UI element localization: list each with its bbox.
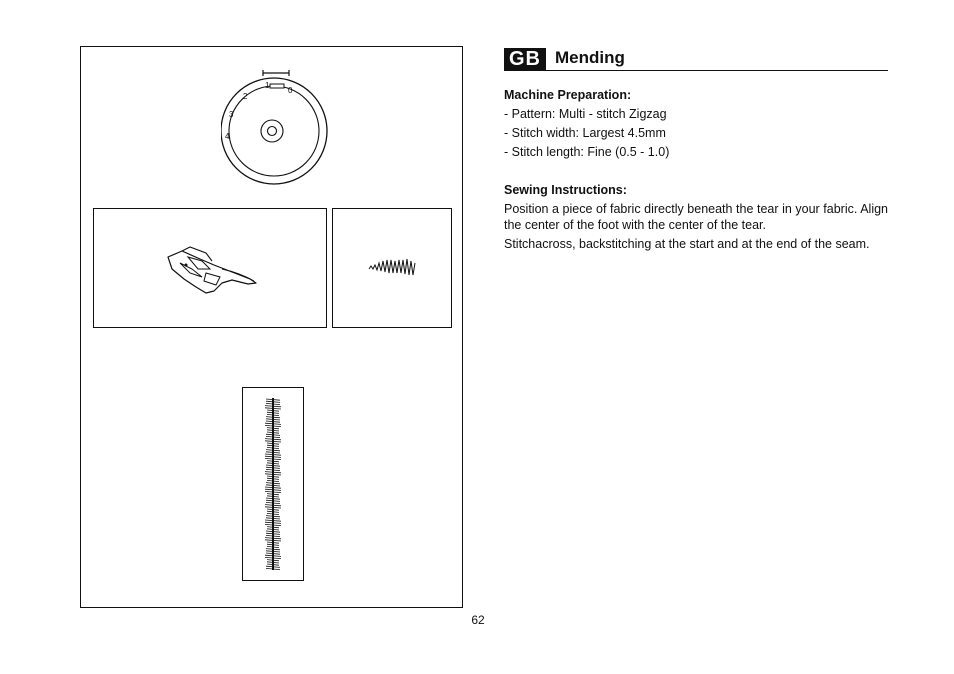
dial-fine-zone-icon (270, 84, 284, 88)
stitch-pattern-figure (332, 208, 452, 328)
stitch-length-dial (221, 69, 331, 189)
dial-number-1: 1 (265, 81, 270, 90)
preparation-item-pattern: - Pattern: Multi - stitch Zigzag (504, 107, 667, 121)
multi-stitch-zigzag-icon (367, 257, 419, 277)
mended-tear-figure (242, 387, 304, 581)
instruction-paragraph-position: Position a piece of fabric directly beneath the tear in your fabric. Align the center of the foot with the center of the tear. (504, 202, 888, 232)
page-number: 62 (471, 613, 485, 627)
dial-number-4: 4 (225, 132, 230, 141)
dial-number-2: 2 (243, 92, 248, 101)
dial-number-3: 3 (229, 110, 234, 119)
instruction-paragraph-stitch: Stitchacross, backstitching at the start and at the end of the seam. (504, 237, 870, 251)
title-underline (504, 70, 888, 71)
illustration-panel (80, 46, 463, 608)
preparation-item-stitch-length: - Stitch length: Fine (0.5 - 1.0) (504, 145, 670, 159)
preparation-item-stitch-width: - Stitch width: Largest 4.5mm (504, 126, 666, 140)
dial-outer-ring (221, 78, 327, 184)
dial-number-0: 0 (288, 86, 293, 95)
presser-foot-figure (93, 208, 327, 328)
zigzag-foot-icon (162, 239, 262, 299)
dial-hub (261, 120, 283, 142)
language-badge: GB (504, 48, 546, 71)
dial-hub-center (268, 127, 277, 136)
sewing-instructions-heading: Sewing Instructions: (504, 183, 627, 197)
machine-preparation-heading: Machine Preparation: (504, 88, 632, 102)
mending-stitch-column-icon (261, 398, 285, 570)
page-title: Mending (555, 48, 625, 67)
